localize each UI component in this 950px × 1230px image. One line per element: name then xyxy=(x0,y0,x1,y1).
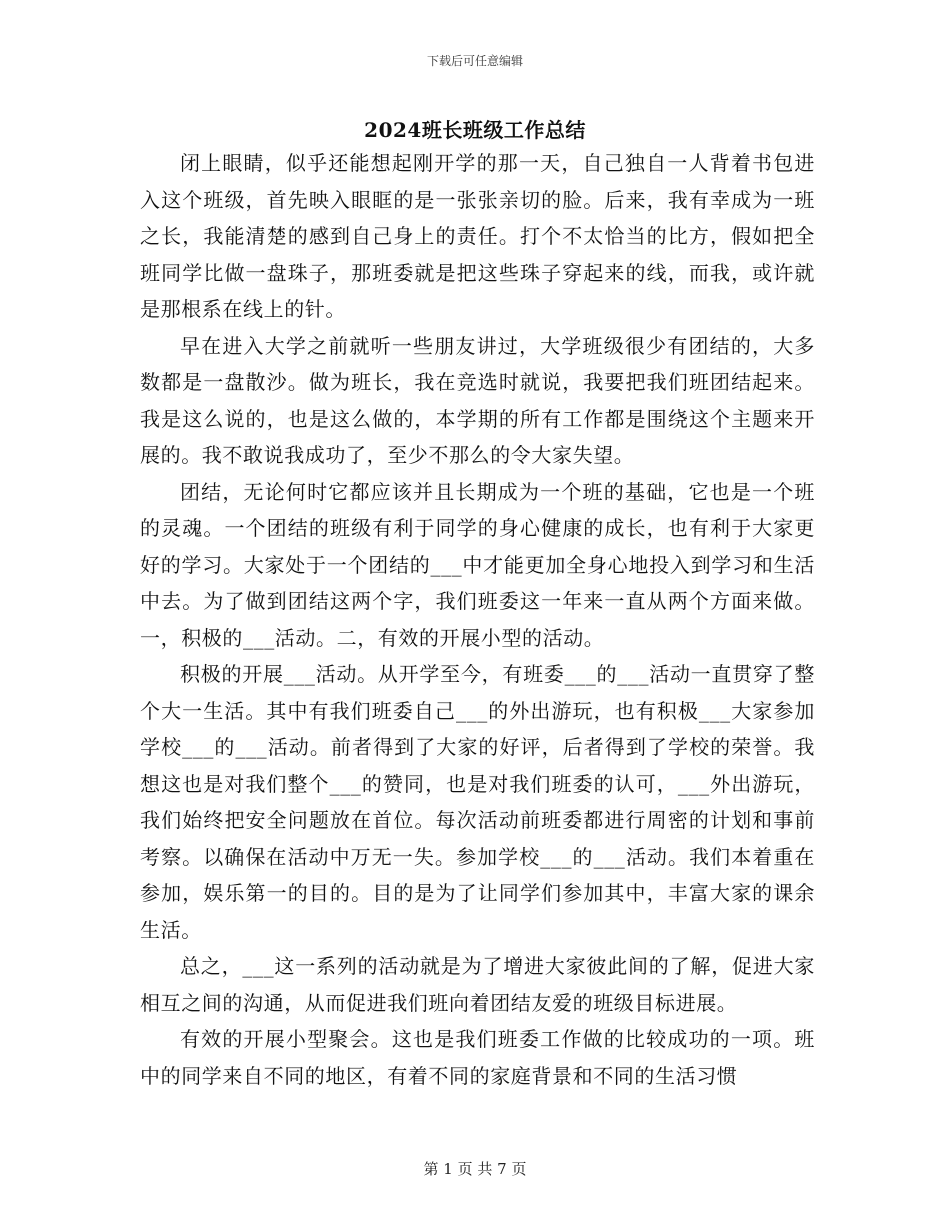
document-body xyxy=(140,145,815,1094)
header-note: 下载后可任意编辑 xyxy=(426,54,523,68)
paragraph: 闭上眼睛，似乎还能想起刚开学的那一天，自己独自一人背着书包进入这个班级，首先映入眼眶的是一张张亲切的脸。后来，我有幸成为一班之长，我能清楚的感到自己身上的责任。打个不太恰当的比方，假如把全班同学比做一盘珠子，那班委就是把这些珠子穿起来的线，而我，或许就是那根系在线上的针。 xyxy=(140,151,815,321)
paragraph: 早在进入大学之前就听一些朋友讲过，大学班级很少有团结的，大多数都是一盘散沙。做为班长，我在竞选时就说，我要把我们班团结起来。我是这么说的，也是这么做的，本学期的所有工作都是围绕这个主题来开展的。我不敢说我成功了，至少不那么的令大家失望。 xyxy=(140,333,815,467)
page-number: 第 1 页 共 7 页 xyxy=(423,1160,527,1178)
paragraph: 有效的开展小型聚会。这也是我们班委工作做的比较成功的一项。班中的同学来自不同的地区，有着不同的家庭背景和不同的生活习惯 xyxy=(140,1027,815,1088)
document-title: 2024班长班级工作总结 xyxy=(364,118,586,142)
paragraph: 总之，___这一系列的活动就是为了增进大家彼此间的了解，促进大家相互之间的沟通，从而促进我们班向着团结友爱的班级目标进展。 xyxy=(140,954,815,1015)
paragraph: 积极的开展___活动。从开学至今，有班委___的___活动一直贯穿了整个大一生活。其中有我们班委自己___的外出游玩，也有积极___大家参加学校___的___活动。前者得到了大家的好评，后者得到了学校的荣誉。我想这也是对我们整个___的赞同，也是对我们班委的认可，___外出游玩，我们始终把安全问题放在首位。每次活动前班委都进行周密的计划和事前考察。以确保在活动中万无一失。参加学校___的___活动。我们本着重在参加，娱乐第一的目的。目的是为了让同学们参加其中，丰富大家的课余生活。 xyxy=(140,662,815,942)
paragraph: 团结，无论何时它都应该并且长期成为一个班的基础，它也是一个班的灵魂。一个团结的班级有利于同学的身心健康的成长，也有利于大家更好的学习。大家处于一个团结的___中才能更加全身心地投入到学习和生活中去。为了做到团结这两个字，我们班委这一年来一直从两个方面来做。一，积极的___活动。二，有效的开展小型的活动。 xyxy=(140,479,815,650)
